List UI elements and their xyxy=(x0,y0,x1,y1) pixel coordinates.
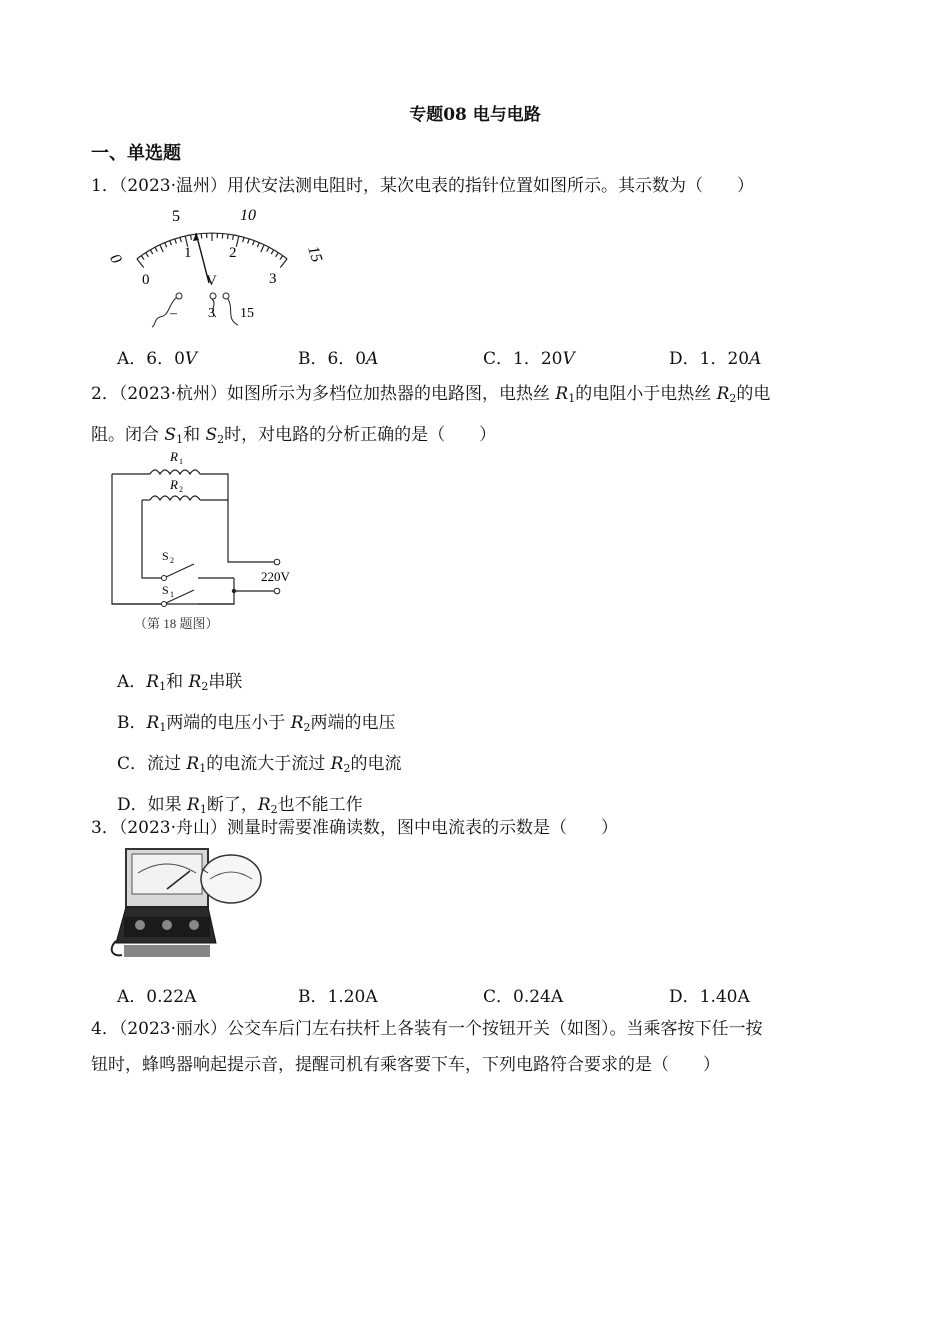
q2-option-b: B．$R_1$两端的电压小于 $R_2$两端的电压 xyxy=(117,713,396,734)
dial-low-3: 3 xyxy=(269,271,277,287)
q1-option-a: A．6．0V xyxy=(117,349,198,369)
dial-tick xyxy=(146,253,149,257)
dial-scale-5: 5 xyxy=(172,208,180,225)
page-title: 专题08 电与电路 xyxy=(409,105,541,125)
dial-low-1: 1 xyxy=(184,245,192,261)
question-3-text: 3．（2023·舟山）测量时需要准确读数，图中电流表的示数是（ ） xyxy=(91,818,618,838)
dial-scale-15: 15 xyxy=(304,244,326,265)
dial-tick xyxy=(280,256,283,260)
question-1-text: 1．（2023·温州）用伏安法测电阻时，某次电表的指针位置如图所示。其示数为（ ） xyxy=(91,176,754,196)
dial-tick xyxy=(222,234,223,239)
dial-low-0: 0 xyxy=(142,272,150,288)
unit-label: V xyxy=(206,273,217,289)
dial-tick xyxy=(276,253,279,257)
terminal-15: 15 xyxy=(240,306,254,321)
dial-tick xyxy=(253,241,255,246)
q1-option-c: C．1．20V xyxy=(483,349,575,369)
dial-tick xyxy=(243,237,244,242)
q2-options xyxy=(117,664,401,828)
dial-tick xyxy=(257,243,259,248)
dial-tick xyxy=(141,256,144,260)
figure-caption: （第 18 题图） xyxy=(134,616,219,631)
voltmeter-dial-figure xyxy=(106,205,326,330)
question-4-text: 4．（2023·丽水）公交车后门左右扶杆上各装有一个按钮开关（如图）。当乘客按下任一按 钮时，蜂鸣器响起提示音，提醒司机有乘客要下车，下列电路符合要求的是（ ） xyxy=(91,1019,763,1075)
q2-option-a: A．$R_1$和 $R_2$串联 xyxy=(117,672,243,693)
dial-tick xyxy=(236,236,239,247)
q1-option-d: D．1．20A xyxy=(669,349,762,369)
dial-tick xyxy=(280,259,287,268)
question-2-text: 2．（2023·杭州）如图所示为多档位加热器的电路图，电热丝 $R_1$的电阻小于电热丝 $R_2$的电 阻。闭合 $S_1$和 $S_2$时，对电路的分析正确的是（ ） xyxy=(91,384,771,446)
dial-tick xyxy=(248,239,250,244)
dial-tick xyxy=(201,234,202,239)
dial-tick xyxy=(150,250,153,254)
dial-tick xyxy=(191,235,192,240)
dial-scale-0: 0 xyxy=(106,251,125,267)
q2-option-c: C．流过 $R_1$的电流大于流过 $R_2$的电流 xyxy=(117,754,402,775)
s2-label: S xyxy=(162,549,169,563)
dial-tick xyxy=(175,239,177,244)
r1-label: R xyxy=(170,449,178,464)
svg-text:2: 2 xyxy=(179,485,183,494)
dial-tick xyxy=(271,250,274,254)
heater-circuit-diagram xyxy=(106,446,306,638)
dial-tick xyxy=(261,245,264,252)
dial-ticks xyxy=(137,233,287,268)
svg-text:1: 1 xyxy=(170,590,174,599)
q1-option-b: B．6．0A xyxy=(298,349,379,369)
terminal-neg: – xyxy=(170,306,177,321)
q3-option-b: B．1.20A xyxy=(298,987,378,1007)
dial-tick xyxy=(233,235,234,240)
dial-tick xyxy=(155,247,157,252)
q3-option-c: C．0.24A xyxy=(483,987,564,1007)
dial-low-2: 2 xyxy=(229,245,237,261)
ammeter-photo xyxy=(108,845,268,970)
dial-tick xyxy=(165,243,167,248)
terminal-3: 3 xyxy=(208,306,215,321)
voltage-label: 220V xyxy=(261,569,290,584)
q3-option-d: D．1.40A xyxy=(669,987,750,1007)
dial-tick xyxy=(170,241,172,246)
dial-tick xyxy=(267,247,269,252)
q2-option-d: D．如果 $R_1$断了，$R_2$也不能工作 xyxy=(117,795,363,816)
dial-tick xyxy=(137,259,144,268)
dial-tick xyxy=(180,237,181,242)
dial-scale-10: 10 xyxy=(240,207,256,224)
dial-tick xyxy=(228,234,229,239)
dial-tick xyxy=(160,245,163,252)
q3-option-a: A．0.22A xyxy=(117,987,197,1007)
svg-text:1: 1 xyxy=(179,457,183,466)
section-heading: 一、单选题 xyxy=(91,143,181,164)
s1-label: S xyxy=(162,583,169,597)
r2-label: R xyxy=(170,477,178,492)
svg-text:2: 2 xyxy=(170,556,174,565)
